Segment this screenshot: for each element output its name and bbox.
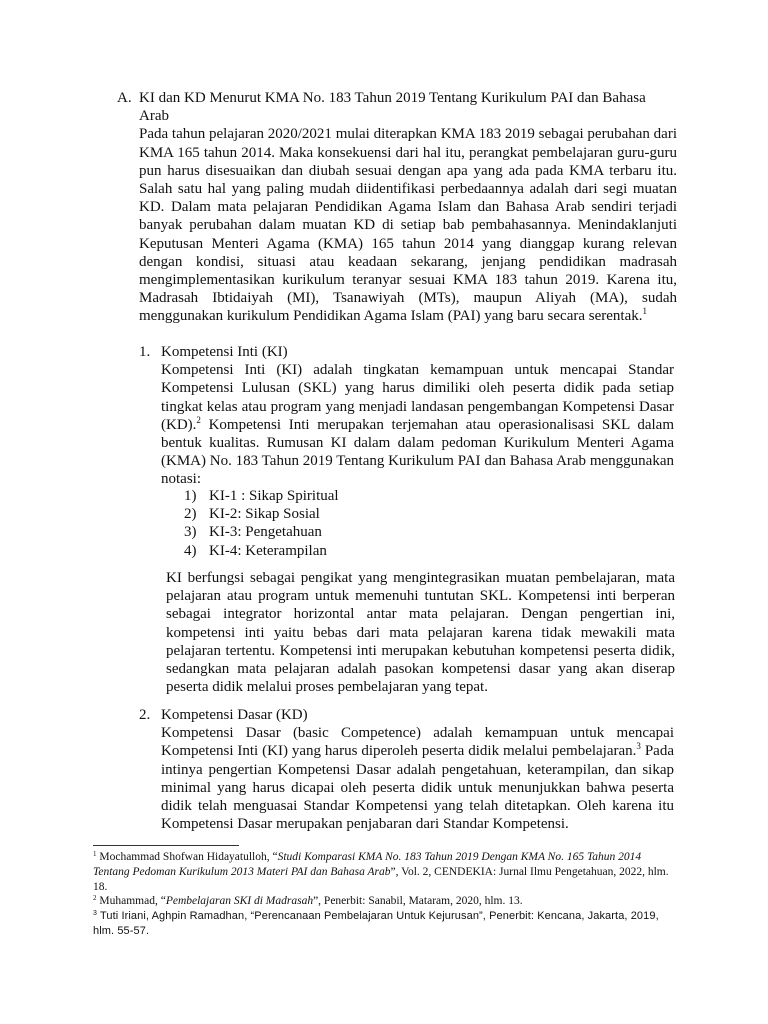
item-2-heading <box>139 706 674 724</box>
item-2-text-part2: Pada intinya pengertian Kompetensi Dasar adalah pengetahuan, keterampilan, dan sikap minimal yang harus dicapai oleh peserta didik untuk menunjukkan bahwa peserta didik telah menguasai Standar Kompetensi yang telah ditetapkan. Oleh karena itu Kompetensi Dasar merupakan penjabaran dari Standar Kompetensi. <box>161 743 674 833</box>
section-a-text: Pada tahun pelajaran 2020/2021 mulai diterapkan KMA 183 2019 sebagai perubahan dari KMA 165 tahun 2014. Maka konsekuensi dari hal itu, perangkat pembelajaran guru-guru pun harus disesuaikan dan diubah sesuai dengan apa yang ada pada KMA terbaru itu. Salah satu hal yang paling mudah diidentifikasi perbedaannya adalah dari segi muatan KD. Dalam mata pelajaran Pendidikan Agama Islam dan Bahasa Arab sendiri terjadi banyak perubahan dalam muatan KD di setiap bab pembahasannya. Menindaklanjuti Keputusan Menteri Agama (KMA) 165 tahun 2014 yang dianggap kurang relevan dengan kondisi, situasi atau keadaan sekarang, jenjang pendidikan madrasah mengimplementasikan kurikulum teranyar sesuai KMA 183 tahun 2019. Karena itu, Madrasah Ibtidaiyah (MI), Tsanawiyah (MTs), maupun Aliyah (MA), sudah menggunakan kurikulum Pendidikan Agama Islam (PAI) yang baru secara serentak. <box>139 126 677 325</box>
list-item-text: KI-4: Keterampilan <box>209 542 327 559</box>
footnote-2-number: 2 <box>93 894 97 903</box>
item-1-marker: 1. <box>139 344 151 360</box>
footnote-ref-1[interactable]: 1 <box>642 306 647 317</box>
section-a <box>117 89 677 326</box>
footnote-2 <box>93 894 677 909</box>
list-item-marker: 2) <box>184 506 197 523</box>
footnote-2-pre: Muhammad, “ <box>96 895 166 908</box>
footnote-2-post: ”, Penerbit: Sanabil, Mataram, 2020, hlm. 13. <box>313 895 523 908</box>
list-item <box>184 487 484 505</box>
list-item <box>184 505 484 523</box>
item-2-paragraph <box>161 724 674 833</box>
item-1-heading <box>139 343 674 361</box>
footnote-1-pre: Mochammad Shofwan Hidayatulloh, “ <box>96 851 278 863</box>
list-item-text: KI-1 : Sikap Spiritual <box>209 488 339 504</box>
footnote-3 <box>93 909 677 939</box>
list-item-marker: 3) <box>184 524 197 541</box>
item-1-text-part1: Kompetensi Inti (KI) adalah tingkatan kemampuan untuk mencapai Standar Kompetensi Lulusan (SKL) yang harus dimiliki oleh peserta didik pada setiap tingkat kelas atau program yang menjadi landasan pengembangan Kompetensi Dasar (KD). <box>161 362 674 433</box>
footnotes <box>93 850 677 939</box>
list-item <box>184 542 484 560</box>
footnote-3-number: 3 <box>93 910 97 918</box>
item-1-kompetensi-inti <box>139 343 674 489</box>
list-item-text: KI-3: Pengetahuan <box>209 524 322 541</box>
footnote-2-title: Pembelajaran SKI di Madrasah <box>165 895 314 908</box>
footnote-separator <box>93 845 239 846</box>
item-1-text-part2: Kompetensi Inti merupakan terjemahan atau operasionalisasi SKL dalam bentuk kualitas. Rumusan KI dalam dalam pedoman Kurikulum Menteri Agama (KMA) No. 183 Tahun 2019 Tentang Kurikulum PAI dan Bahasa Arab menggunakan notasi: <box>161 416 674 488</box>
footnote-ref-3[interactable]: 3 <box>636 741 641 752</box>
footnote-ref-2[interactable]: 2 <box>196 414 201 425</box>
list-item-marker: 4) <box>184 542 197 559</box>
footnote-1 <box>93 850 677 894</box>
item-2-title: Kompetensi Dasar (KD) <box>161 707 308 723</box>
item-2-marker: 2. <box>139 707 151 723</box>
list-item-marker: 1) <box>184 488 197 504</box>
section-a-title: KI dan KD Menurut KMA No. 183 Tahun 2019 Tentang Kurikulum PAI dan Bahasa Arab <box>139 90 646 125</box>
section-a-heading <box>117 89 677 125</box>
ki-function-paragraph: KI berfungsi sebagai pengikat yang mengintegrasikan muatan pembelajaran, mata pelajaran atau program untuk memenuhi tuntutan SKL. Kompetensi inti berperan sebagai integrator horizontal antar mata pelajaran. Dengan pengertian ini, kompetensi inti yaitu bebas dari mata pelajaran karena tidak mewakili mata pelajaran tertentu. Kompetensi inti merupakan kebutuhan kompetensi peserta didik, sedangkan mata pelajaran adalah pasokan kompetensi dasar yang akan diserap peserta didik melalui proses pembelajaran yang tepat. <box>166 570 675 696</box>
item-1-title: Kompetensi Inti (KI) <box>161 344 288 360</box>
list-item <box>184 523 484 541</box>
item-2-text-part1: Kompetensi Dasar (basic Competence) adalah kemampuan untuk mencapai Kompetensi Inti (KI) yang harus diperoleh peserta didik melalui pembelajaran. <box>161 725 674 760</box>
footnote-1-number: 1 <box>93 850 97 858</box>
item-2-kompetensi-dasar <box>139 706 674 833</box>
footnote-1-post: ”, Vol. 2, CENDEKIA: Jurnal Ilmu Pengetahuan, 2022, hlm. 18. <box>93 865 669 893</box>
ki-notation-list <box>184 487 484 560</box>
section-a-paragraph <box>139 125 677 325</box>
footnote-3-text: Tuti Iriani, Aghpin Ramadhan, “Perencanaan Pembelajaran Untuk Kejurusan”, Penerbit: Kencana, Jakarta, 2019, hlm. 55-57. <box>93 910 659 937</box>
section-a-marker: A. <box>117 90 132 106</box>
list-item-text: KI-2: Sikap Sosial <box>209 506 320 523</box>
footnote-1-title: Studi Komparasi KMA No. 183 Tahun 2019 Dengan KMA No. 165 Tahun 2014 Tentang Pedoman Kurikulum 2013 Materi PAI dan Bahasa Arab <box>93 851 642 878</box>
item-1-paragraph <box>161 361 674 488</box>
